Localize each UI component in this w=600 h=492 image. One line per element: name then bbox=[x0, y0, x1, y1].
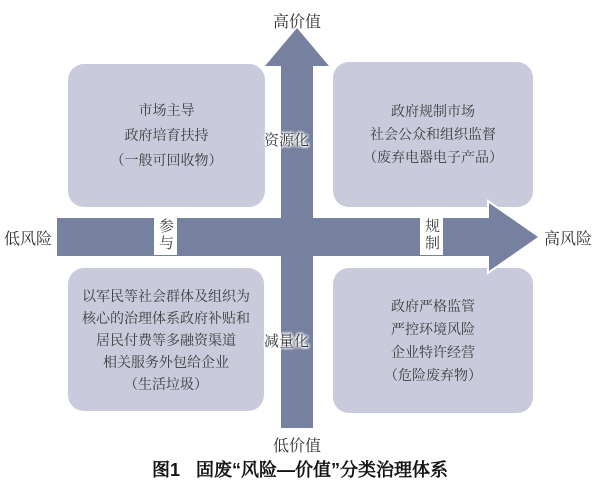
axis-label-high-value: 高价值 bbox=[272, 14, 322, 31]
quadrant-text-top-right bbox=[333, 62, 533, 207]
quadrant-text-bottom-left bbox=[68, 268, 264, 411]
quadrant-text-bottom-right bbox=[333, 268, 533, 413]
quadrant-line: 企业特许经营 bbox=[391, 343, 475, 360]
quadrant-line: 以军民等社会群体及组织为 bbox=[82, 287, 250, 304]
horizontal-arrow-label-regulation: 规制 bbox=[420, 215, 443, 255]
horizontal-arrow-label-participation: 参与 bbox=[154, 215, 177, 255]
quadrant-line: 政府规制市场 bbox=[391, 103, 475, 119]
figure-caption-number: 图1 bbox=[151, 460, 180, 480]
vertical-arrow-label-resourcization: 资源化 bbox=[264, 132, 310, 149]
quadrant-line: 严控环境风险 bbox=[391, 320, 475, 337]
quadrant-line: （一般可回收物） bbox=[110, 152, 223, 168]
axis-label-high-risk: 高风险 bbox=[544, 231, 593, 248]
quadrant-text-top-left bbox=[68, 64, 265, 207]
vertical-arrow-label-reduction: 减量化 bbox=[264, 333, 310, 350]
quadrant-line: 相关服务外包给企业 bbox=[103, 353, 229, 370]
quadrant-line: 社会公众和组织监督 bbox=[370, 126, 496, 142]
figure-caption bbox=[0, 456, 600, 482]
quadrant-line: 政府严格监管 bbox=[391, 297, 475, 314]
quadrant-line: 市场主导 bbox=[138, 102, 195, 118]
quadrant-line: （危险废弃物） bbox=[384, 366, 482, 383]
quadrant-line: （生活垃圾） bbox=[124, 375, 208, 392]
quadrant-line: 政府培育扶持 bbox=[124, 127, 209, 143]
quadrant-line: （废弃电器电子产品） bbox=[363, 149, 503, 165]
quadrant-line: 居民付费等多融资渠道 bbox=[96, 331, 236, 348]
axis-label-low-risk: 低风险 bbox=[4, 231, 53, 248]
axis-label-low-value: 低价值 bbox=[272, 438, 322, 455]
quadrant-line: 核心的治理体系政府补贴和 bbox=[82, 309, 250, 326]
figure-caption-title: 固废“风险—价值”分类治理体系 bbox=[196, 460, 448, 480]
